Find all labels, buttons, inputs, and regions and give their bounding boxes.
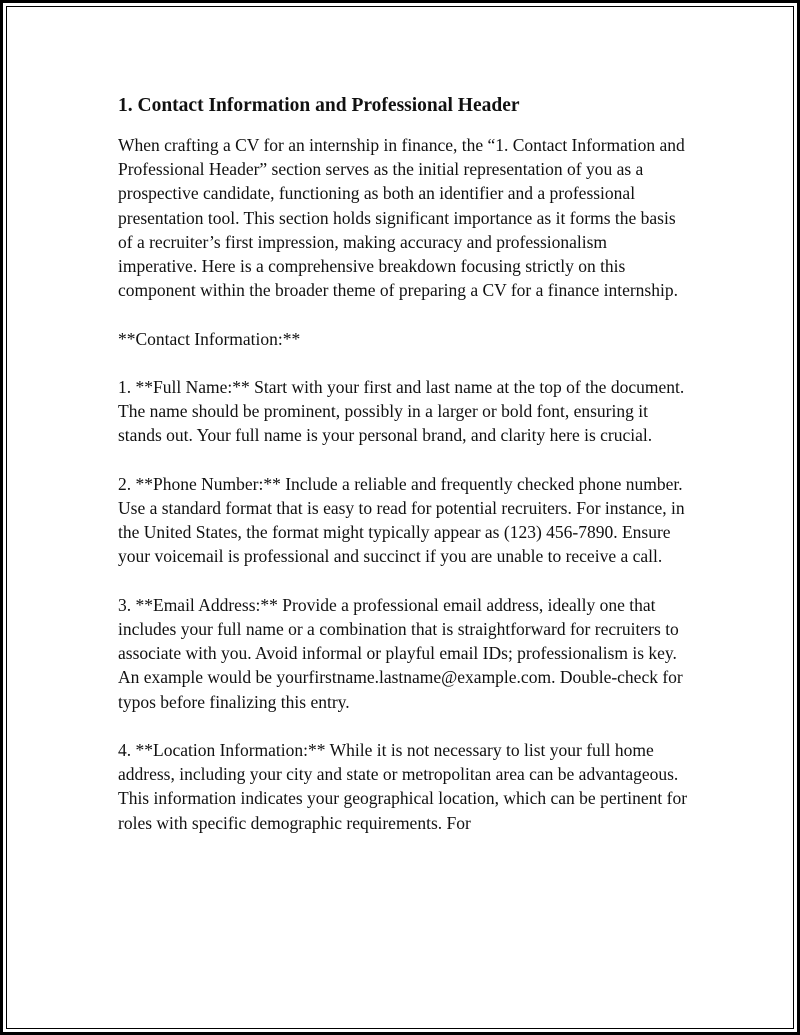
full-name-item: 1. **Full Name:** Start with your first and last name at the top of the document. The name should be prominent, possibly in a larger or bold font, ensuring it stands out. Your full name is your personal brand, and clarity here is crucial.: [118, 377, 685, 446]
document-body: [118, 94, 688, 859]
section-heading: 1. Contact Information and Professional Header: [118, 95, 520, 116]
phone-number-item: 2. **Phone Number:** Include a reliable and frequently checked phone number. Use a standard format that is easy to read for potential recruiters. For instance, in the United States, the format might typically appear as (123) 456-7890. Ensure your voicemail is professional and succinct if you are unable to receive a call.: [118, 473, 685, 567]
contact-information-subheading: **Contact Information:**: [118, 328, 301, 349]
intro-paragraph: When crafting a CV for an internship in finance, the “1. Contact Information and Professional Header” section serves as the initial representation of you as a prospective candidate, functioning as both an identifier and a professional presentation tool. This section holds significant importance as it forms the basis of a recruiter’s first impression, making accuracy and professionalism imperative. Here is a comprehensive breakdown focusing strictly on this component within the broader theme of preparing a CV for a finance internship.: [118, 135, 685, 301]
location-information-item: 4. **Location Information:** While it is not necessary to list your full home address, including your city and state or metropolitan area can be advantageous. This information indicates your geographical location, which can be pertinent for roles with specific demographic requirements. For: [118, 740, 688, 833]
email-address-item: 3. **Email Address:** Provide a professional email address, ideally one that includes your full name or a combination that is straightforward for recruiters to associate with you. Avoid informal or playful email IDs; professionalism is key. An example would be yourfirstname.lastname@example.com. Double-check for typos before finalizing this entry.: [118, 594, 683, 712]
